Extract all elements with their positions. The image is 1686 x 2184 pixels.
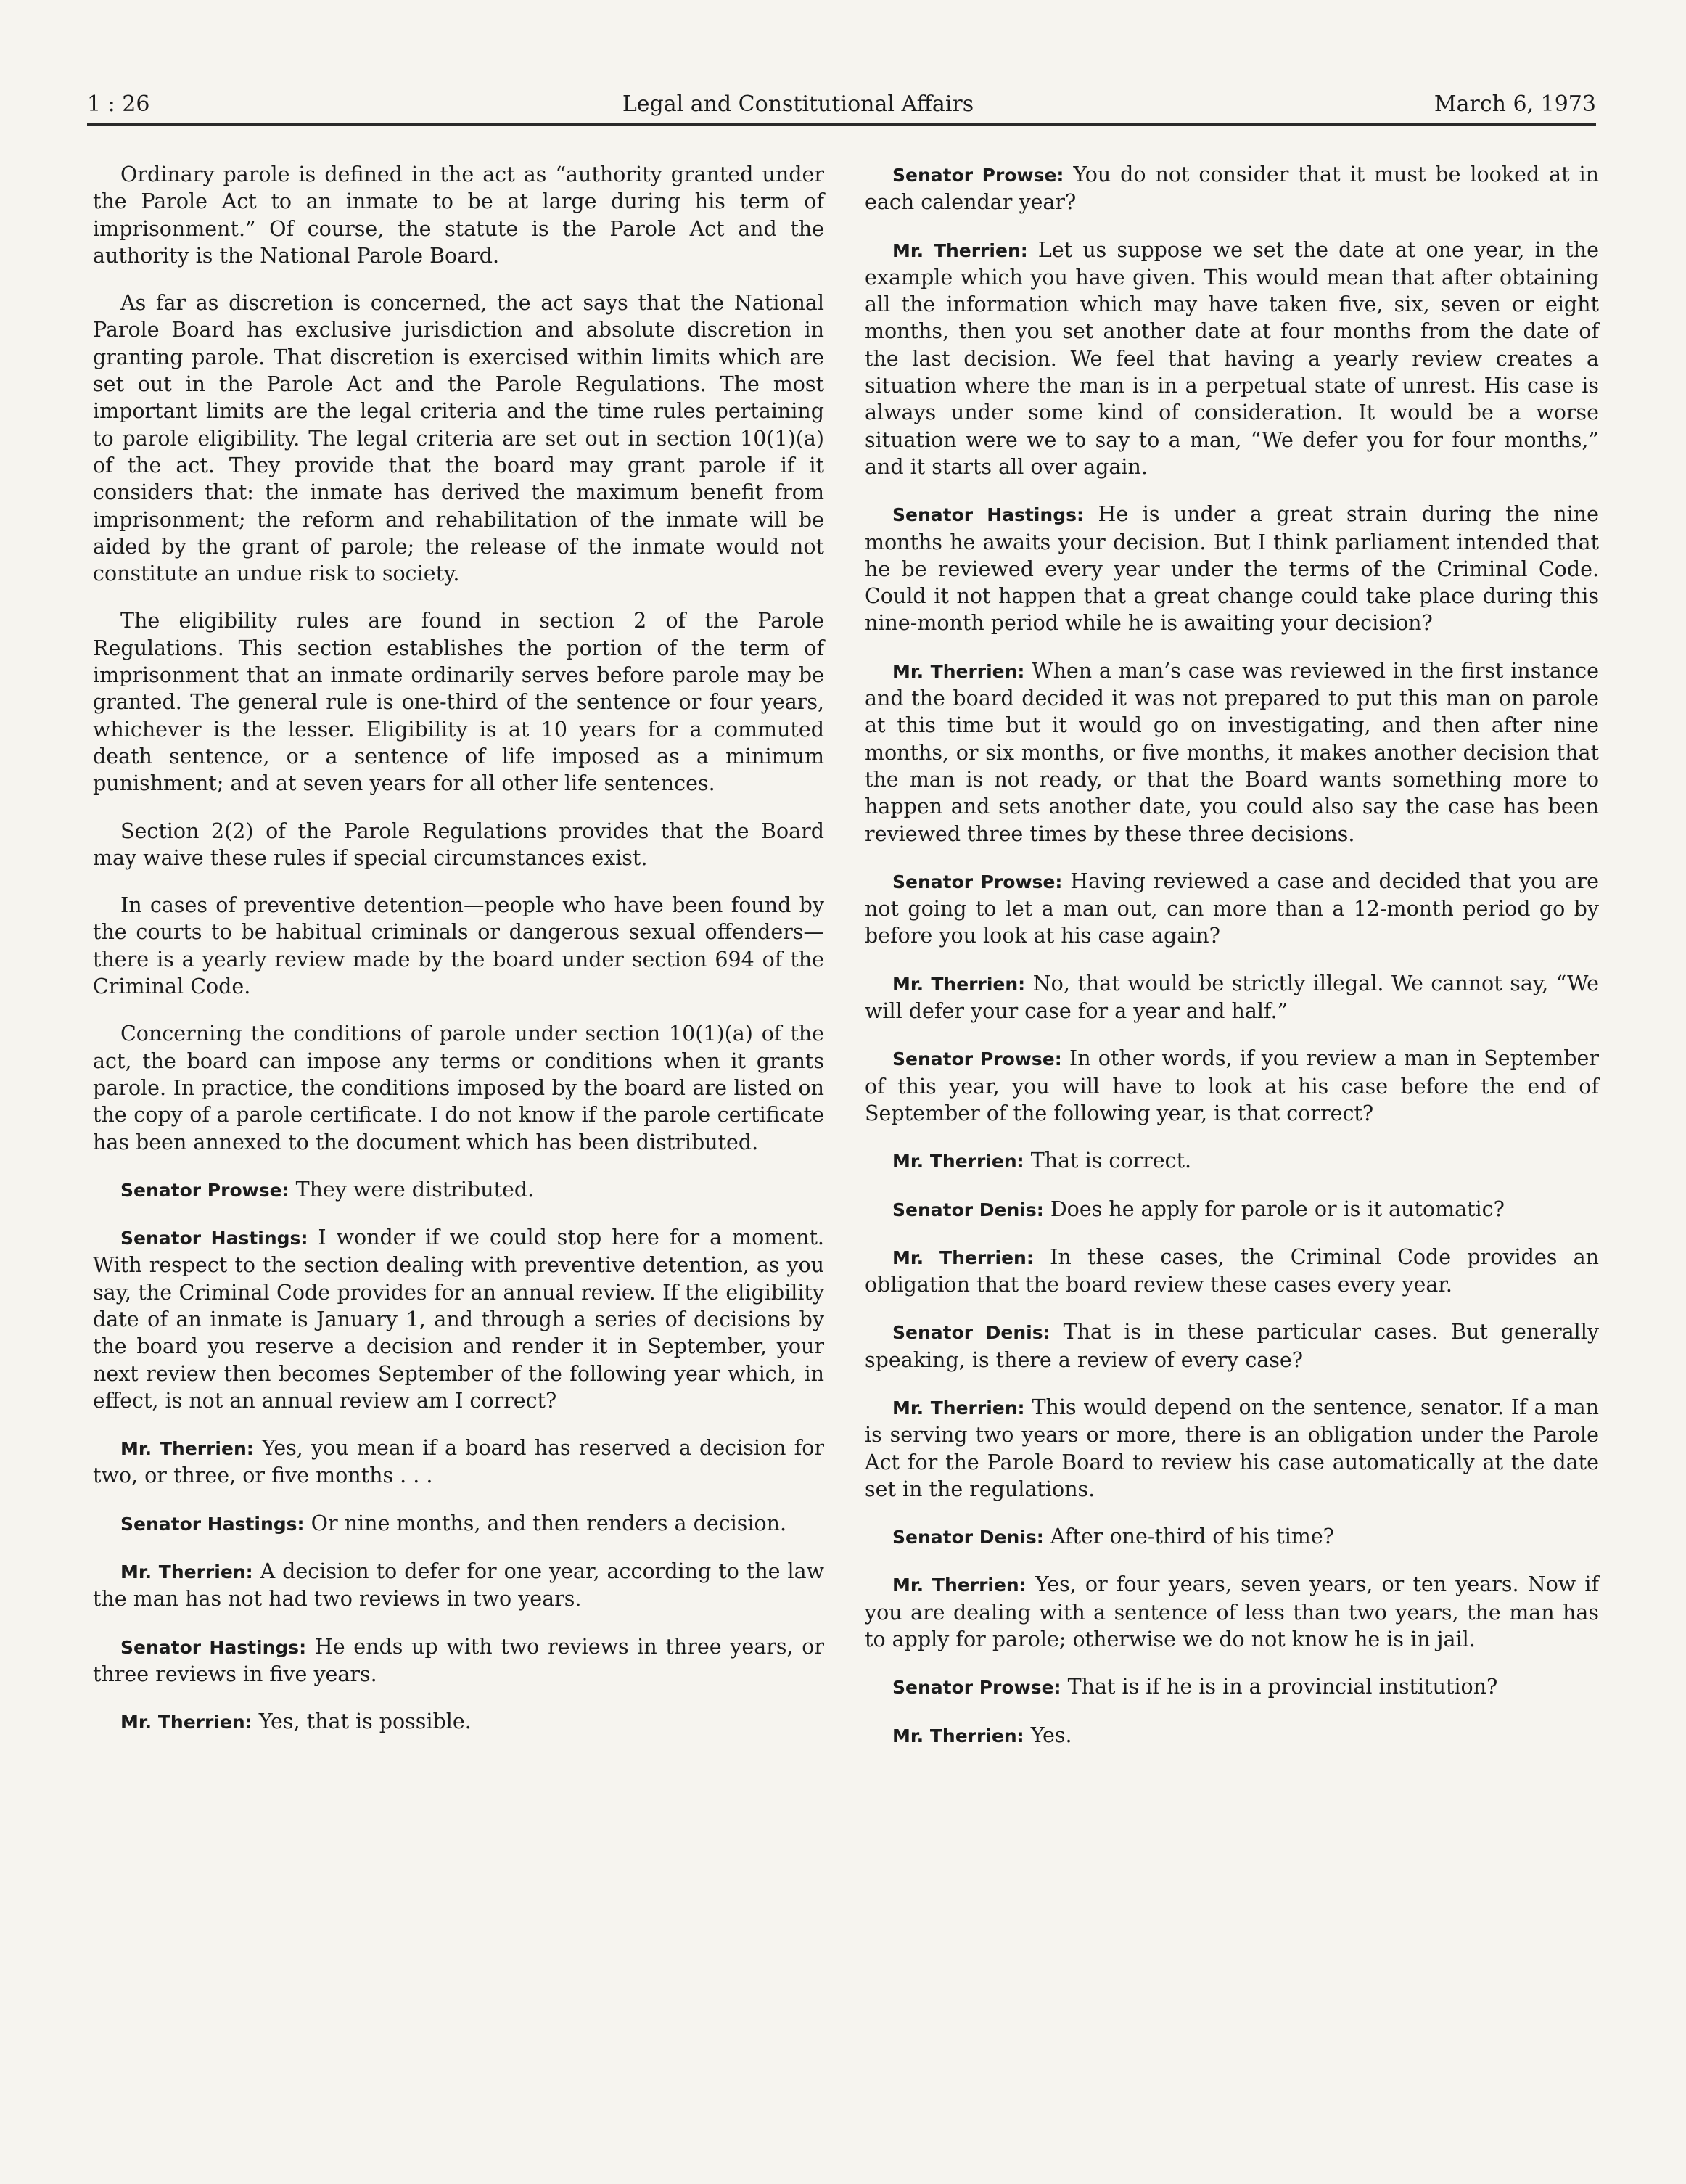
speaker-name: Mr. Therrien: [892, 1397, 1025, 1419]
paragraph-text: Section 2(2) of the Parole Regulations provides that the Board may waive these rules if special circumstances exist. [93, 818, 824, 870]
transcript-exchange [865, 501, 1599, 636]
transcript-exchange [865, 657, 1599, 847]
speaker-name: Senator Prowse: [892, 165, 1064, 186]
paragraph-text: That is correct. [1030, 1149, 1192, 1173]
speaker-name: Mr. Therrien: [892, 973, 1026, 995]
transcript-exchange [93, 1224, 824, 1414]
speaker-name: Mr. Therrien: [892, 1725, 1024, 1746]
speaker-name: Mr. Therrien: [892, 1247, 1034, 1268]
transcript-exchange [865, 1147, 1599, 1175]
body-paragraph [93, 161, 824, 269]
paragraph-text: That is in these particular cases. But generally speaking, is there a review of every case? [865, 1320, 1599, 1372]
speaker-name: Senator Denis: [892, 1527, 1044, 1548]
left-column [93, 161, 824, 1757]
speaker-name: Senator Prowse: [892, 1048, 1062, 1070]
paragraph-text: Does he apply for parole or is it automatic? [1050, 1196, 1505, 1221]
paragraph-text: This would depend on the sentence, senator. If a man is serving two years or more, there is an obligation under the Parole Act for the Parole Board to review his case automatically at the date set in the regulations. [865, 1395, 1599, 1501]
transcript-exchange [93, 1434, 824, 1490]
paragraph-text: Having reviewed a case and decided that you are not going to let a man out, can more than a 12-month period go by before you look at his case again? [865, 869, 1599, 948]
paragraph-text: That is if he is in a provincial institution? [1067, 1675, 1498, 1699]
paragraph-text: The eligibility rules are found in section 2 of the Parole Regulations. This section establishes the portion of the term of imprisonment that an inmate ordinarily serves before parole may be granted. The general rule is one-third of the sentence or four years, whichever is the lesser. Eligibility is at 10 years for a commuted death sentence, or a sentence of life imposed as a minimum punishment; and at seven years for all other life sentences. [93, 609, 824, 796]
paragraph-text: He ends up with two reviews in three years, or three reviews in five years. [93, 1634, 825, 1686]
transcript-exchange [865, 970, 1599, 1025]
transcript-exchange [865, 868, 1599, 950]
transcript-exchange [865, 1244, 1599, 1299]
speaker-name: Senator Prowse: [892, 871, 1063, 892]
body-paragraph [93, 1020, 824, 1155]
transcript-exchange [865, 1196, 1599, 1223]
transcript-exchange [865, 1045, 1599, 1127]
header-date: March 6, 1973 [1434, 91, 1596, 117]
paragraph-text: He is under a great strain during the nine months he awaits your decision. But I think parliament intended that he be reviewed every year under the terms of the Criminal Code. Could it not happen that a great change could take place during this nine-month period while he is awaiting your decision? [865, 502, 1599, 636]
speaker-name: Senator Prowse: [892, 1677, 1061, 1699]
speaker-name: Senator Hastings: [120, 1228, 308, 1249]
transcript-exchange [865, 1394, 1599, 1503]
paragraph-text: Yes. [1030, 1723, 1072, 1747]
speaker-name: Mr. Therrien: [892, 239, 1028, 261]
transcript-exchange [93, 1176, 824, 1204]
paragraph-text: I wonder if we could stop here for a moment. With respect to the section dealing with preventive detention, as you say, the Criminal Code provides for an annual review. If the eligibility date of an inmate is January 1, and through a series of decisions by the board you reserve a decision and render it in September, your next review then becomes September of the following year which, in effect, is not an annual review am I correct? [93, 1226, 824, 1413]
speaker-name: Senator Hastings: [120, 1636, 307, 1658]
speaker-name: Senator Denis: [892, 1199, 1044, 1220]
paragraph-text: After one-third of his time? [1050, 1524, 1334, 1549]
transcript-exchange [865, 1722, 1599, 1749]
paragraph-text: Or nine months, and then renders a decision. [311, 1511, 787, 1535]
speaker-name: Mr. Therrien: [892, 1151, 1024, 1173]
paragraph-text: Yes, that is possible. [258, 1709, 472, 1734]
speaker-name: Senator Denis: [892, 1322, 1050, 1344]
paragraph-text: In these cases, the Criminal Code provides an obligation that the board review these cases every year. [865, 1244, 1600, 1297]
paragraph-text: In other words, if you review a man in September of this year, you will have to look at his case before the end of September of the following year, is that correct? [865, 1046, 1599, 1125]
paragraph-text: When a man’s case was reviewed in the first instance and the board decided it was not prepared to put this man on parole at this time but it would go on investigating, and then after nine months, or six months, or five months, it makes another decision that the man is not ready, or that the Board wants something more to happen and sets another date, you could also say the case has been reviewed three times by these three decisions. [865, 658, 1599, 846]
paragraph-text: You do not consider that it must be looked at in each calendar year? [865, 163, 1599, 215]
paragraph-text: A decision to defer for one year, according to the law the man has not had two reviews in two years. [93, 1559, 824, 1612]
speaker-name: Mr. Therrien: [892, 1575, 1027, 1596]
transcript-exchange [865, 161, 1599, 216]
paragraph-text: In cases of preventive detention—people who have been found by the courts to be habitual criminals or dangerous sexual offenders—there is a yearly review made by the board under section 694 of the Criminal Code. [93, 893, 824, 999]
paragraph-text: As far as discretion is concerned, the act says that the National Parole Board has exclusive jurisdiction and absolute discretion in granting parole. That discretion is exercised within limits which are set out in the Parole Act and the Parole Regulations. The most important limits are the legal criteria and the time rules pertaining to parole eligibility. The legal criteria are set out in section 10(1)(a) of the act. They provide that the board may grant parole if it considers that: the inmate has derived the maximum benefit from imprisonment; the reform and rehabilitation of the inmate will be aided by the grant of parole; the release of the inmate would not constitute an undue risk to society. [93, 291, 824, 586]
transcript-exchange [93, 1708, 824, 1736]
transcript-exchange [865, 1318, 1599, 1374]
speaker-name: Senator Prowse: [120, 1179, 289, 1201]
speaker-name: Senator Hastings: [120, 1513, 305, 1535]
transcript-exchange [865, 237, 1599, 481]
right-column [865, 161, 1599, 1770]
speaker-name: Mr. Therrien: [120, 1712, 252, 1733]
transcript-exchange [865, 1571, 1599, 1653]
speaker-name: Mr. Therrien: [120, 1438, 254, 1460]
transcript-exchange [93, 1510, 824, 1538]
body-paragraph [93, 290, 824, 587]
body-paragraph [93, 607, 824, 797]
running-header [87, 89, 1596, 126]
speaker-name: Senator Hastings: [892, 504, 1084, 526]
publication-title: Legal and Constitutional Affairs [622, 91, 974, 117]
speaker-name: Mr. Therrien: [120, 1561, 253, 1583]
paragraph-text: Yes, or four years, seven years, or ten years. Now if you are dealing with a sentence of less than two years, the man has to apply for parole; otherwise we do not know he is in jail. [865, 1572, 1599, 1652]
transcript-exchange [865, 1673, 1599, 1701]
page-number: 1 : 26 [87, 91, 150, 117]
paragraph-text: Ordinary parole is defined in the act as “authority granted under the Parole Act to an inmate to be at large during his term of imprisonment.” Of course, the statute is the Parole Act and the authority is the National Parole Board. [93, 163, 824, 268]
paragraph-text: Let us suppose we set the date at one year, in the example which you have given. This would mean that after obtaining all the information which may have taken five, six, seven or eight months, then you set another date at four months from the date of the last decision. We feel that having a yearly review creates a situation where the man is in a perpetual state of unrest. His case is always under some kind of consideration. It would be a worse situation were we to say to a man, “We defer you for four months,” and it starts all over again. [865, 237, 1599, 479]
paragraph-text: Yes, you mean if a board has reserved a decision for two, or three, or five months . . . [93, 1436, 824, 1488]
body-paragraph [93, 818, 824, 872]
transcript-exchange [865, 1523, 1599, 1551]
transcript-exchange [93, 1633, 824, 1688]
paragraph-text: They were distributed. [295, 1177, 535, 1202]
paragraph-text: No, that would be strictly illegal. We cannot say, “We will defer your case for a year and half.” [865, 971, 1599, 1024]
transcript-exchange [93, 1558, 824, 1613]
body-paragraph [93, 892, 824, 1000]
paragraph-text: Concerning the conditions of parole under section 10(1)(a) of the act, the board can impose any terms or conditions when it grants parole. In practice, the conditions imposed by the board are listed on the copy of a parole certificate. I do not know if the parole certificate has been annexed to the document which has been distributed. [93, 1022, 824, 1154]
speaker-name: Mr. Therrien: [892, 660, 1025, 682]
